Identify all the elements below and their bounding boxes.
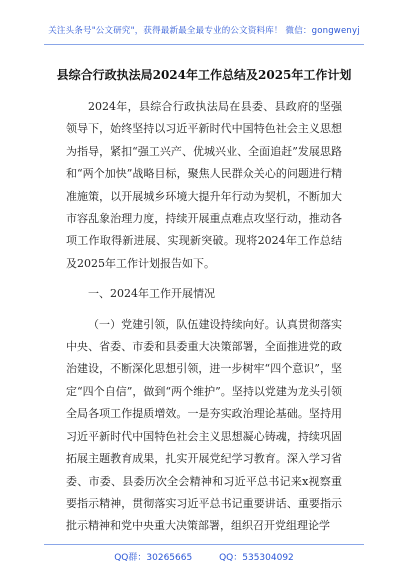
document-body	[66, 96, 342, 538]
footer	[0, 550, 408, 563]
section-paragraph: （一）党建引领，队伍建设持续向好。认真贯彻落实中央、省委、市委和县委重大决策部署，全面推进党的政治建设，不断深化思想引领，进一步树牢“四个意识”，坚定“四个自信”，做到“两个维护”。坚持以党建为龙头引领全局各项工作提质增效。一是夯实政治理论基础。坚持用习近平新时代中国特色社会主义思想凝心铸魂，持续巩固拓展主题教育成果，扎实开展党纪学习教育。深入学习省委、市委、县委历次全会精神和习近平总书记来x视察重要指示精神，贯彻落实习近平总书记重要讲话、重要指示批示精神和党中央重大决策部署，组织召开党组理论学	[66, 317, 342, 533]
footer-qq-group: QQ群：30265665	[114, 553, 193, 563]
document-title: 县综合行政执法局2024年工作总结及2025年工作计划	[56, 68, 352, 82]
footer-qq: QQ：535304092	[219, 553, 294, 563]
header-divider	[44, 44, 364, 45]
intro-paragraph: 2024年，县综合行政执法局在县委、县政府的坚强领导下，始终坚持以习近平新时代中国特色社会主义思想为指导，紧扣“强工兴产、优城兴业、全面追赶”发展思路和“两个加快”战略目标，聚焦人民群众关心的问题进行精准施策，以开展城乡环境大提升年行动为契机，不断加大市容乱象治理力度，持续开展重点难点攻坚行动，推动各项工作取得新进展、实现新突破。现将2024年工作总结及2025年工作计划报告如下。	[66, 100, 342, 270]
section-heading: 一、2024年工作开展情况	[88, 287, 215, 301]
footer-divider	[44, 544, 364, 545]
header-note: 关注头条号"公文研究"，获得最新最全最专业的公文资料库！ 微信：gongwenyj	[48, 26, 360, 36]
